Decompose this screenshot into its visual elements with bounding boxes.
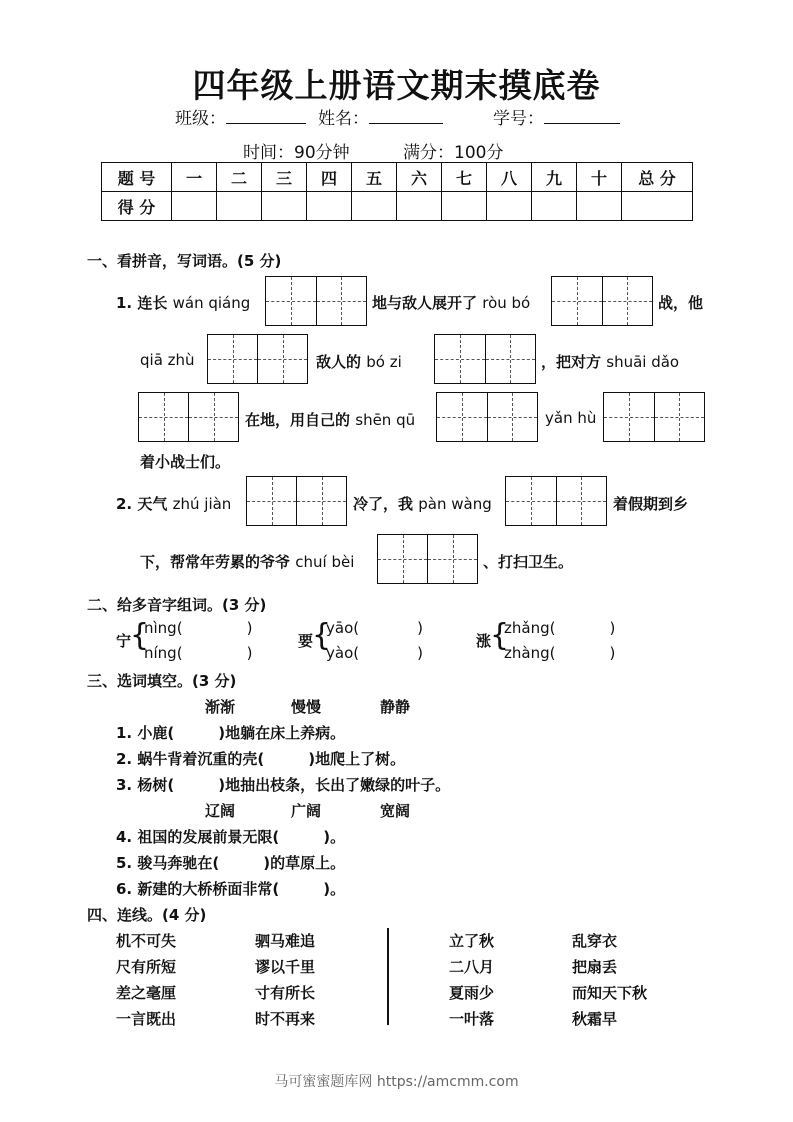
write-grid-chuibei[interactable] xyxy=(377,534,478,584)
write-grid-yanhu[interactable] xyxy=(603,392,705,442)
word-choice-3: 静静 xyxy=(380,698,411,716)
fill-item-2: 2. 蜗牛背着沉重的壳( )地爬上了树。 xyxy=(116,750,406,768)
polyphone-3-reading-1: zhǎng( ) xyxy=(504,619,616,637)
polyphone-char-1: 宁 xyxy=(116,632,132,650)
pinyin-shenqu: shēn qū xyxy=(355,411,416,429)
match-col1-item[interactable]: 一言既出 xyxy=(116,1010,177,1028)
brace-1: { xyxy=(130,618,150,653)
class-field xyxy=(175,104,306,129)
write-grid-panwang[interactable] xyxy=(505,476,607,526)
score-cell[interactable] xyxy=(262,192,307,221)
word-choice-2: 慢慢 xyxy=(291,698,322,716)
name-field xyxy=(318,104,443,129)
polyphone-1-reading-2: níng( ) xyxy=(144,644,253,662)
time-info: 时间：90分钟 xyxy=(243,143,350,163)
write-grid-zhujian[interactable] xyxy=(246,476,347,526)
q2-line-1b xyxy=(353,493,492,514)
score-header-cell: 三 xyxy=(262,163,307,192)
polyphone-3-reading-2: zhàng( ) xyxy=(504,644,616,662)
score-cell[interactable] xyxy=(487,192,532,221)
q1-line-3 xyxy=(245,409,415,430)
match-col3-item[interactable]: 夏雨少 xyxy=(449,984,495,1002)
score-cell[interactable] xyxy=(442,192,487,221)
pinyin-yanhu: yǎn hù xyxy=(545,409,597,427)
q2-number: 2. xyxy=(116,495,133,513)
match-col2-item[interactable]: 谬以千里 xyxy=(255,958,316,976)
pinyin-roubo: ròu bó xyxy=(482,294,531,312)
match-col4-item[interactable]: 而知天下秋 xyxy=(572,984,648,1002)
score-cell[interactable] xyxy=(532,192,577,221)
word-choice-4: 辽阔 xyxy=(205,802,236,820)
write-grid-wanqiang[interactable] xyxy=(265,276,367,326)
score-header-cell: 九 xyxy=(532,163,577,192)
q1-text-a: 连长 xyxy=(137,294,168,312)
pinyin-bozi: bó zi xyxy=(366,353,402,371)
score-cell[interactable] xyxy=(352,192,397,221)
q1-line-2b xyxy=(541,351,679,372)
score-header-cell: 六 xyxy=(397,163,442,192)
word-choice-1: 渐渐 xyxy=(205,698,236,716)
match-col4-item[interactable]: 把扇丢 xyxy=(572,958,618,976)
number-blank[interactable] xyxy=(544,108,620,124)
polyphone-1-reading-1: nìng( ) xyxy=(144,619,253,637)
score-header-cell: 总 分 xyxy=(622,163,693,192)
score-table-header-row xyxy=(102,163,693,192)
q2-text-d: 下，帮常年劳累的爷爷 xyxy=(140,553,291,571)
pinyin-qiazhu: qiā zhù xyxy=(140,351,195,369)
word-choice-5: 广阔 xyxy=(291,802,322,820)
score-header-cell: 一 xyxy=(172,163,217,192)
score-cell[interactable] xyxy=(577,192,622,221)
pinyin-panwang: pàn wàng xyxy=(418,495,492,513)
score-table xyxy=(101,162,693,221)
write-grid-shuaidao[interactable] xyxy=(138,392,239,442)
polyphone-2-reading-2: yào( ) xyxy=(326,644,423,662)
q2-text-b: 冷了，我 xyxy=(353,495,414,513)
score-header-cell: 五 xyxy=(352,163,397,192)
match-col2-item[interactable]: 寸有所长 xyxy=(255,984,316,1002)
match-col4-item[interactable]: 秋霜早 xyxy=(572,1010,618,1028)
pinyin-zhujian: zhú jiàn xyxy=(172,495,232,513)
write-grid-roubo[interactable] xyxy=(551,276,653,326)
q1-text-g: 着小战士们。 xyxy=(140,453,231,471)
polyphone-char-2: 要 xyxy=(298,632,314,650)
q2-text-a: 天气 xyxy=(137,495,168,513)
polyphone-2-reading-1: yāo( ) xyxy=(326,619,423,637)
score-header-cell: 题 号 xyxy=(102,163,172,192)
score-cell[interactable] xyxy=(172,192,217,221)
q1-text-b: 地与敌人展开了 xyxy=(372,294,478,312)
score-cell[interactable] xyxy=(397,192,442,221)
brace-2: { xyxy=(312,618,332,653)
q1-line-2 xyxy=(316,351,402,372)
score-header-cell: 二 xyxy=(217,163,262,192)
score-header-cell: 七 xyxy=(442,163,487,192)
section-1-title: 一、看拼音，写词语。(5 分) xyxy=(87,252,282,270)
score-header-cell: 十 xyxy=(577,163,622,192)
q1-text-e: ，把对方 xyxy=(541,353,602,371)
footer-watermark: 马可蜜蜜题库网 https://amcmm.com xyxy=(274,1074,519,1090)
match-divider xyxy=(387,928,389,1025)
match-col1-item[interactable]: 差之毫厘 xyxy=(116,984,177,1002)
write-grid-qiazhu[interactable] xyxy=(207,334,308,384)
fill-item-4: 4. 祖国的发展前景无限( )。 xyxy=(116,828,346,846)
q2-line-1 xyxy=(116,493,231,514)
score-cell[interactable] xyxy=(622,192,693,221)
pinyin-chuibei: chuí bèi xyxy=(295,553,355,571)
brace-3: { xyxy=(490,618,510,653)
fill-item-3: 3. 杨树( )地抽出枝条，长出了嫩绿的叶子。 xyxy=(116,776,451,794)
score-table-score-row xyxy=(102,192,693,221)
section-2-title: 二、给多音字组词。(3 分) xyxy=(87,596,267,614)
class-blank[interactable] xyxy=(226,108,306,124)
match-col2-item[interactable]: 时不再来 xyxy=(255,1010,316,1028)
name-blank[interactable] xyxy=(369,108,443,124)
q1-text-d: 敌人的 xyxy=(316,353,362,371)
q1-text-c: 战，他 xyxy=(658,294,704,312)
section-3-title: 三、选词填空。(3 分) xyxy=(87,672,237,690)
pinyin-wanqiang: wán qiáng xyxy=(172,294,251,312)
match-col1-item[interactable]: 尺有所短 xyxy=(116,958,177,976)
match-col3-item[interactable]: 二八月 xyxy=(449,958,495,976)
score-header-cell: 八 xyxy=(487,163,532,192)
write-grid-shenqu[interactable] xyxy=(436,392,538,442)
fill-item-5: 5. 骏马奔驰在( )的草原上。 xyxy=(116,854,346,872)
page-title: 四年级上册语文期末摸底卷 xyxy=(192,66,601,105)
q2-line-2 xyxy=(140,551,354,572)
score-row-label: 得 分 xyxy=(102,192,172,221)
match-col3-item[interactable]: 立了秋 xyxy=(449,932,495,950)
full-score-info: 满分：100分 xyxy=(403,143,504,163)
q2-text-e: 、打扫卫生。 xyxy=(483,553,574,571)
section-4-title: 四、连线。(4 分) xyxy=(87,906,207,924)
q1-text-f: 在地，用自己的 xyxy=(245,411,351,429)
pinyin-shuaidao: shuāi dǎo xyxy=(606,353,680,371)
q2-text-c: 着假期到乡 xyxy=(613,495,689,513)
name-label: 姓名： xyxy=(318,109,369,129)
word-choice-6: 宽阔 xyxy=(380,802,411,820)
score-cell[interactable] xyxy=(307,192,352,221)
match-col2-item[interactable]: 驷马难追 xyxy=(255,932,316,950)
match-col4-item[interactable]: 乱穿衣 xyxy=(572,932,618,950)
write-grid-bozi[interactable] xyxy=(434,334,536,384)
polyphone-char-3: 涨 xyxy=(476,632,492,650)
number-label: 学号： xyxy=(493,109,544,129)
q1-line-1 xyxy=(116,292,250,313)
match-col1-item[interactable]: 机不可失 xyxy=(116,932,177,950)
match-col3-item[interactable]: 一叶落 xyxy=(449,1010,495,1028)
fill-item-1: 1. 小鹿( )地躺在床上养病。 xyxy=(116,724,346,742)
q1-line-1b xyxy=(372,292,530,313)
number-field xyxy=(493,104,620,129)
class-label: 班级： xyxy=(175,109,226,129)
score-header-cell: 四 xyxy=(307,163,352,192)
score-cell[interactable] xyxy=(217,192,262,221)
q1-number: 1. xyxy=(116,294,133,312)
fill-item-6: 6. 新建的大桥桥面非常( )。 xyxy=(116,880,346,898)
